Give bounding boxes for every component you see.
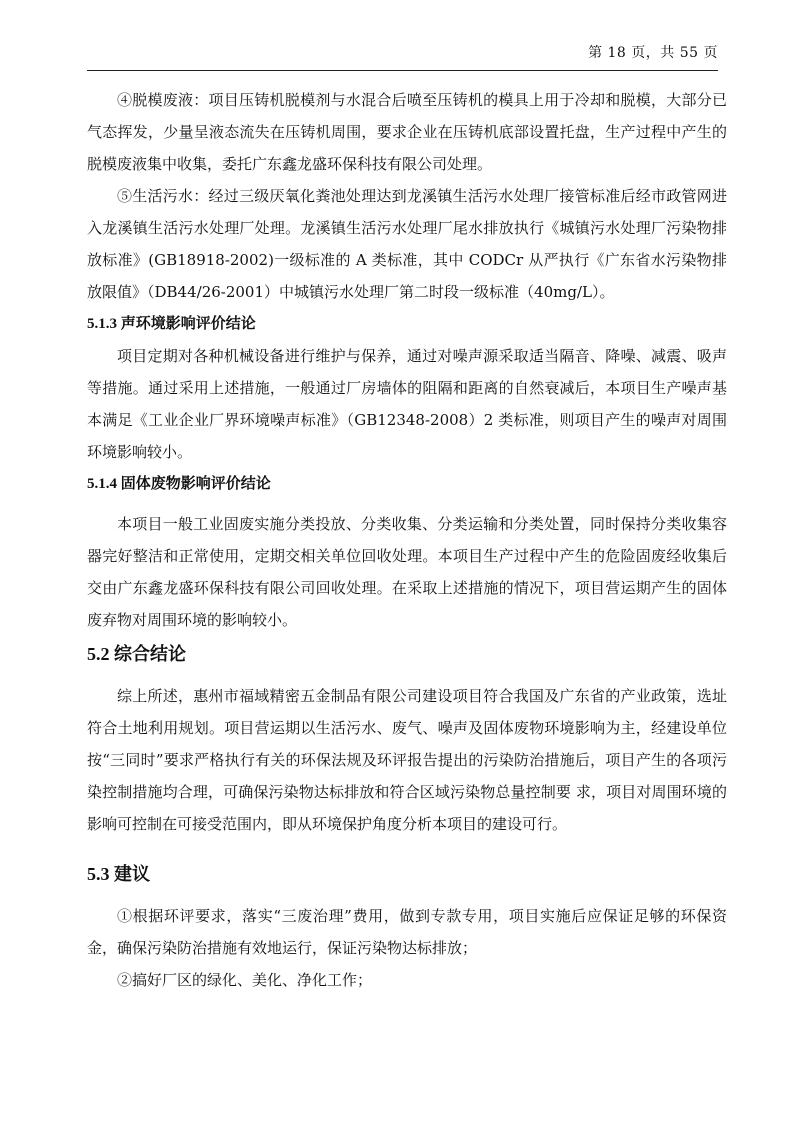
heading-5-1-3: 5.1.3 声环境影响评价结论 xyxy=(87,316,256,332)
heading-5-1-4: 5.1.4 固体废物影响评价结论 xyxy=(87,476,271,492)
heading-5-3: 5.3 建议 xyxy=(87,864,150,884)
paragraph-solid-waste-conclusion: 本项目一般工业固废实施分类投放、分类收集、分类运输和分类处置，同时保持分类收集容器完好整洁和正常使用，定期交相关单位回收处理。本项目生产过程中产生的危险固废经收集后交由广东鑫龙盛环保科技有限公司回收处理。在采取上述措施的情况下，项目营运期产生的固体废弃物对周围环境的影响较小。 xyxy=(87,515,727,629)
paragraph-noise-conclusion: 项目定期对各种机械设备进行维护与保养，通过对噪声源采取适当隔音、降噪、减震、吸声等措施。通过采用上述措施，一般通过厂房墙体的阻隔和距离的自然衰减后，本项目生产噪声基本满足《工业企业厂界环境噪声标准》（GB12348-2008）2 类标准，则项目产生的噪声对周围环境影响较小。 xyxy=(87,347,727,461)
page-header xyxy=(87,40,718,71)
paragraph-suggestion-2: ②搞好厂区的绿化、美化、净化工作； xyxy=(117,971,373,989)
paragraph-suggestion-1: ①根据环评要求，落实“三废治理”费用，做到专款专用，项目实施后应保证足够的环保资金，确保污染防治措施有效地运行，保证污染物达标排放； xyxy=(87,907,727,957)
heading-5-2: 5.2 综合结论 xyxy=(87,644,186,664)
document-body xyxy=(87,84,727,996)
paragraph-mold-release-waste: ④脱模废液：项目压铸机脱模剂与水混合后喷至压铸机的模具上用于冷却和脱模，大部分已气态挥发，少量呈液态流失在压铸机周围，要求企业在压铸机底部设置托盘，生产过程中产生的脱模废液集中收集，委托广东鑫龙盛环保科技有限公司处理。 xyxy=(87,91,727,173)
page-number: 第 18 页，共 55 页 xyxy=(588,45,718,61)
paragraph-overall-conclusion: 综上所述，惠州市福域精密五金制品有限公司建设项目符合我国及广东省的产业政策，选址符合土地利用规划。项目营运期以生活污水、废气、噪声及固体废物环境影响为主，经建设单位按“三同时”要求严格执行有关的环保法规及环评报告提出的污染防治措施后，项目产生的各项污染控制措施均合理，可确保污染物达标排放和符合区域污染物总量控制要 求，项目对周围环境的影响可控制在可接受范围内，即从环境保护角度分析本项目的建设可行。 xyxy=(87,687,727,833)
paragraph-domestic-sewage: ⑤生活污水：经过三级厌氧化粪池处理达到龙溪镇生活污水处理厂接管标准后经市政管网进入龙溪镇生活污水处理厂处理。龙溪镇生活污水处理厂尾水排放执行《城镇污水处理厂污染物排放标准》(GB18918-2002)一级标准的 A 类标准，其中 CODCr 从严执行《广东省水污染物排放限值》（DB44/26-2001）中城镇污水处理厂第二时段一级标准（40mg/L）。 xyxy=(87,187,727,301)
